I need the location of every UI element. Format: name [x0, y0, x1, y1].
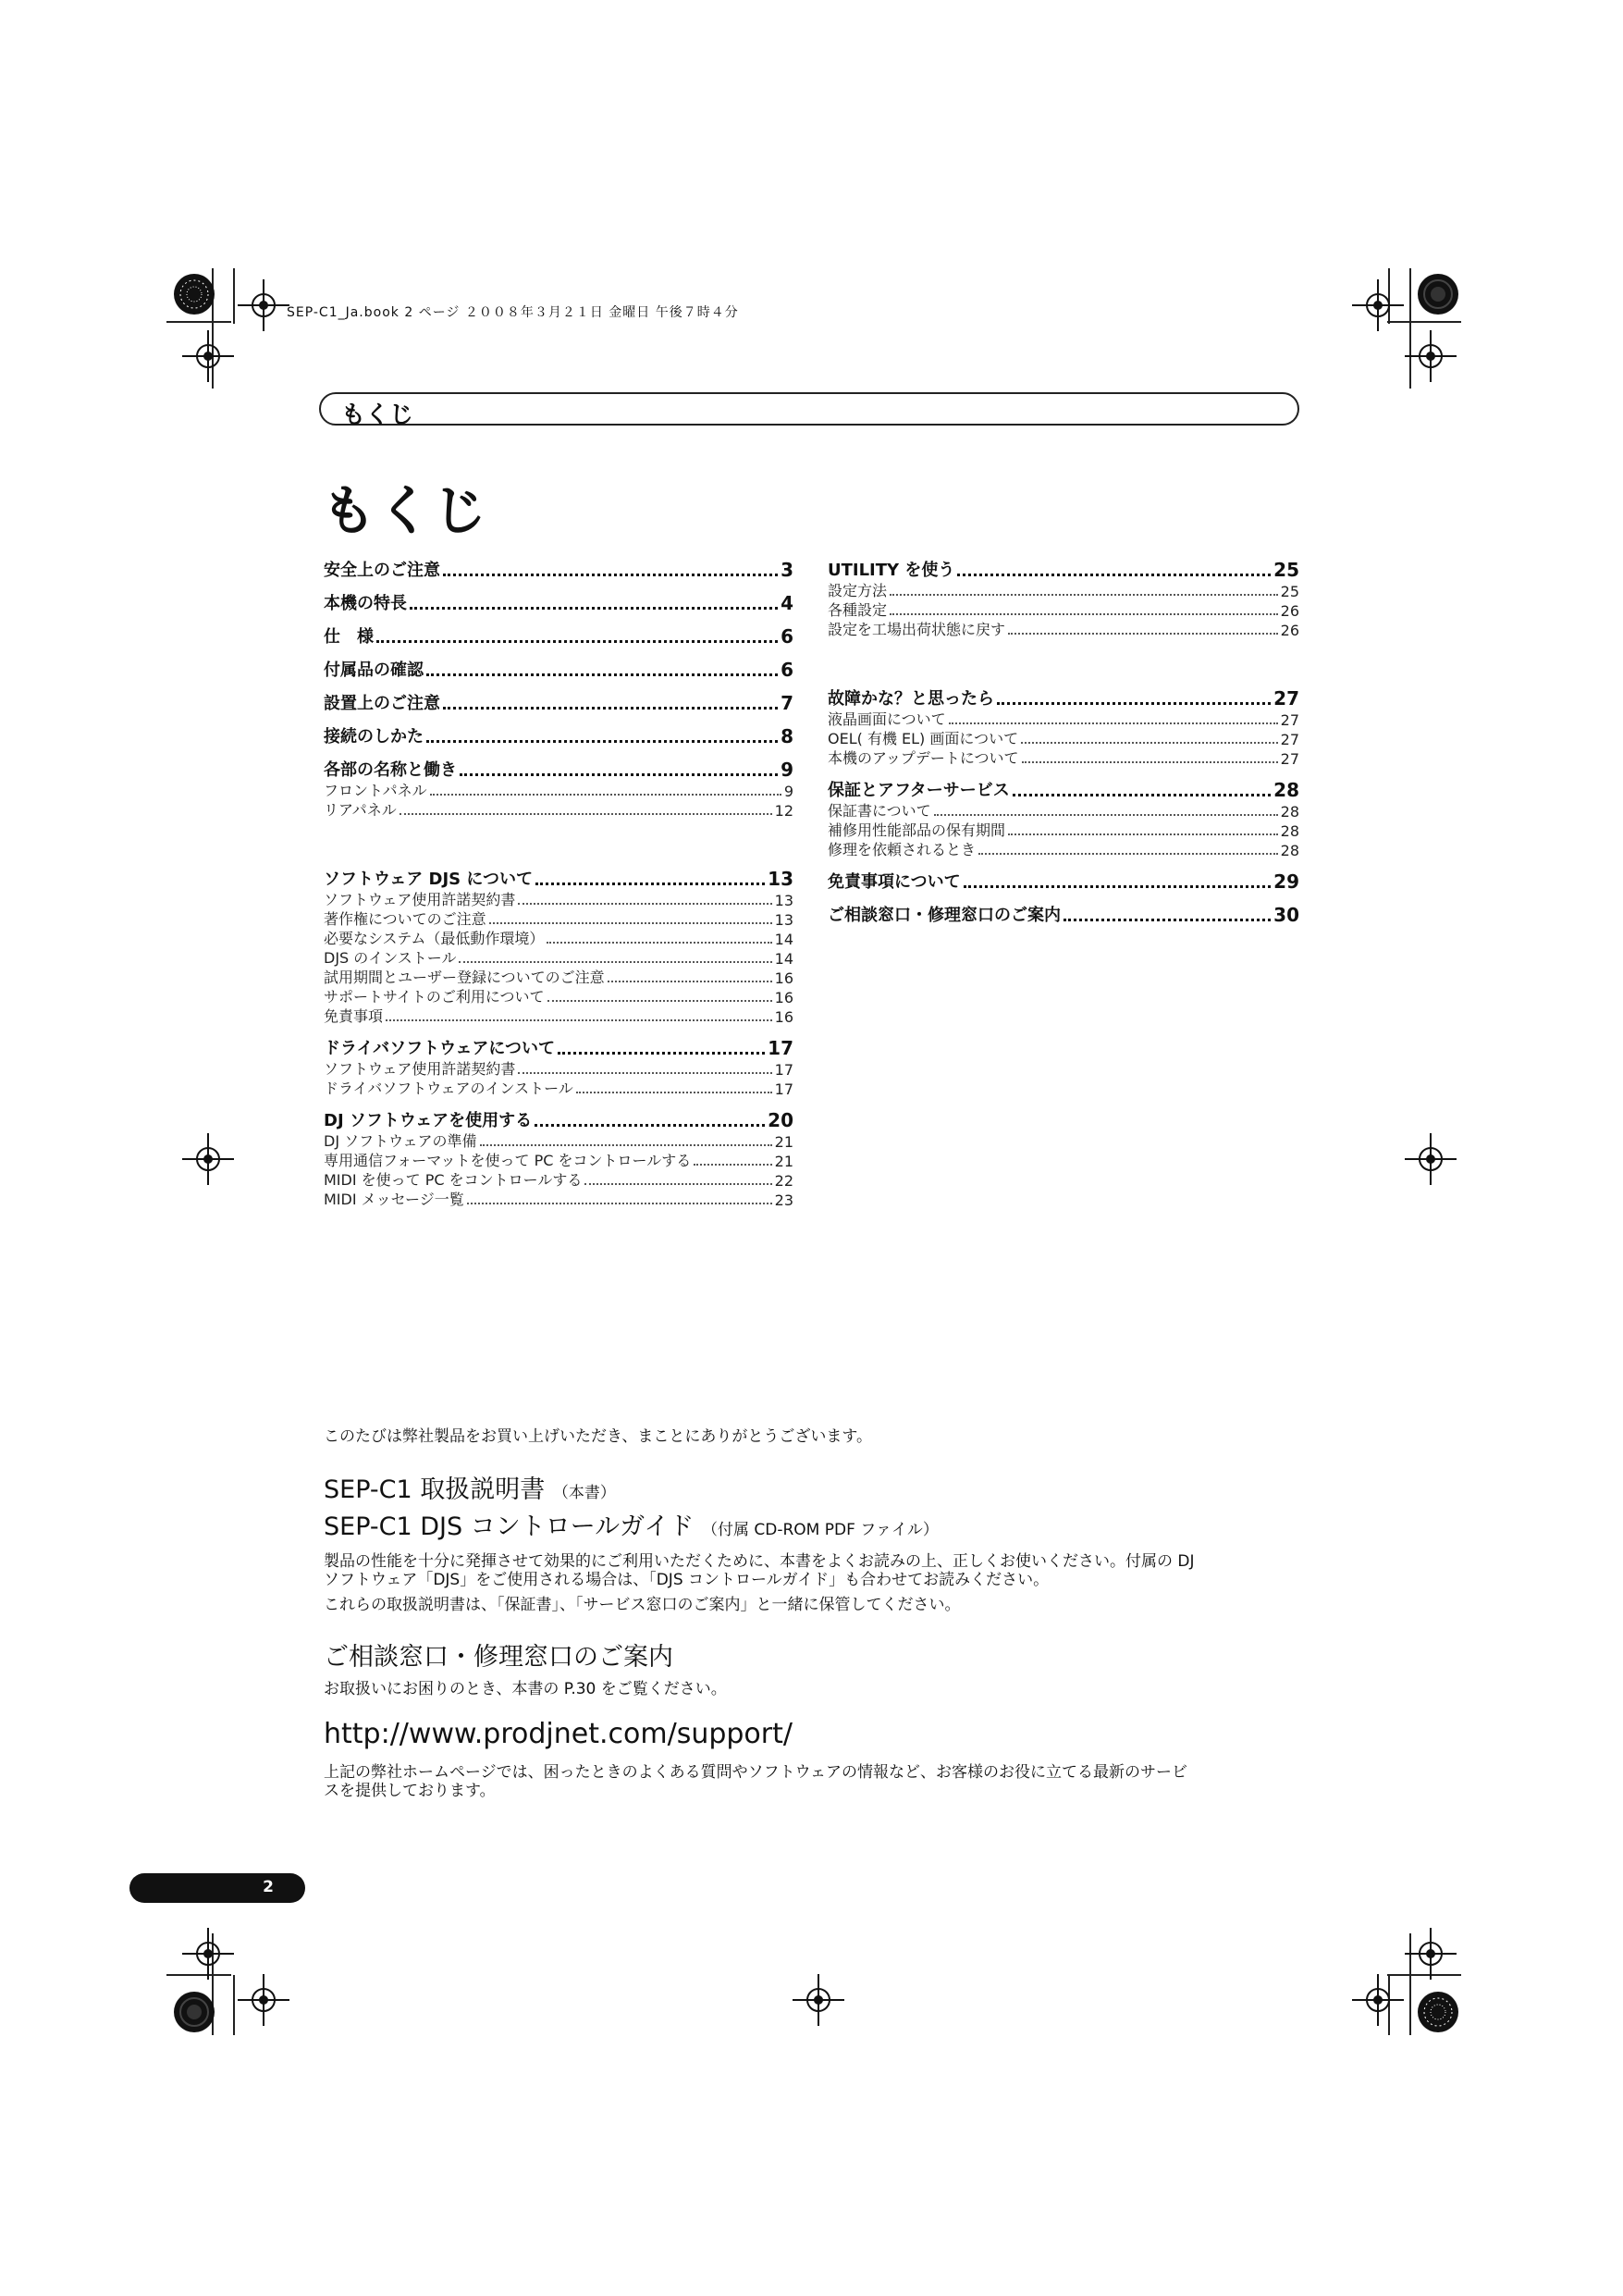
intro-paragraph-line-2: ソフトウェア「DJS」をご使用される場合は、「DJS コントロールガイド」も合わせてお読みください。 — [324, 1571, 1050, 1589]
page-number: 2 — [263, 1878, 274, 1896]
toc-leader-dots — [978, 853, 1278, 855]
toc-entry-page: 21 — [774, 1153, 793, 1170]
toc-entry-title: 必要なシステム（最低動作環境） — [324, 930, 545, 947]
manual1-title: SEP-C1 取扱説明書 — [324, 1475, 546, 1504]
toc-leader-dots — [518, 903, 771, 905]
toc-entry-page: 27 — [1273, 687, 1299, 710]
toc-leader-dots — [584, 1183, 771, 1185]
toc-leader-dots — [949, 722, 1278, 724]
toc-leader-dots — [459, 961, 771, 963]
thanks-text: このたびは弊社製品をお買い上げいただき、まことにありがとうございます。 — [324, 1427, 872, 1446]
toc-entry-title: ソフトウェア DJS について — [324, 870, 534, 889]
manual2-line — [324, 1506, 939, 1542]
page-number-badge — [129, 1873, 305, 1903]
toc-entry-page: 9 — [783, 783, 793, 800]
consult-text: お取扱いにお困りのとき、本書の P.30 をご覧ください。 — [324, 1680, 727, 1698]
toc-subentry[interactable] — [324, 1170, 793, 1190]
toc-entry-page: 25 — [1280, 583, 1299, 600]
toc-entry[interactable] — [828, 859, 1299, 893]
toc-entry-title: サポートサイトのご利用について — [324, 988, 545, 1006]
toc-entry-page: 13 — [774, 911, 793, 929]
toc-entry-title: 仕 様 — [324, 627, 374, 647]
toc-subentry[interactable] — [828, 840, 1299, 859]
toc-entry[interactable] — [828, 768, 1299, 801]
toc-entry-title: 本機のアップデートについて — [828, 749, 1019, 767]
toc-subentry[interactable] — [324, 909, 793, 929]
toc-entry-page: 16 — [774, 969, 793, 987]
toc-leader-dots — [608, 981, 772, 982]
toc-subentry[interactable] — [828, 600, 1299, 620]
page-title: もくじ — [322, 479, 489, 542]
toc-subentry[interactable] — [324, 987, 793, 1006]
toc-leader-dots — [997, 702, 1271, 705]
toc-entry-page: 26 — [1280, 622, 1299, 639]
toc-entry-page: 28 — [1280, 842, 1299, 859]
toc-subentry[interactable] — [828, 620, 1299, 639]
toc-entry-page: 14 — [774, 950, 793, 968]
file-info: SEP-C1_Ja.book 2 ページ ２００８年３月２１日 金曜日 午後７時４分 — [287, 305, 739, 320]
toc-leader-dots — [547, 1000, 772, 1002]
toc-entry[interactable] — [324, 1026, 793, 1059]
toc-entry-title: 設定を工場出荷状態に戻す — [828, 621, 1006, 638]
toc-entry-page: 3 — [781, 559, 793, 581]
toc-subentry[interactable] — [324, 968, 793, 987]
toc-subentry[interactable] — [828, 801, 1299, 821]
toc-entry-title: ご相談窓口・修理窓口のご案内 — [828, 906, 1061, 925]
toc-entry-page: 28 — [1280, 822, 1299, 840]
toc-entry-title: ソフトウェア使用許諾契約書 — [324, 891, 516, 908]
toc-entry-title: UTILITY を使う — [828, 561, 955, 580]
toc-entry-page: 22 — [774, 1172, 793, 1190]
toc-subentry[interactable] — [324, 1131, 793, 1151]
toc-entry-page: 17 — [768, 1037, 793, 1059]
toc-entry-page: 29 — [1273, 870, 1299, 893]
toc-leader-dots — [535, 883, 765, 885]
toc-entry-page: 13 — [774, 892, 793, 909]
manual2-title: SEP-C1 DJS コントロールガイド — [324, 1512, 695, 1541]
section-label: もくじ — [341, 401, 414, 429]
toc-leader-dots — [376, 640, 778, 643]
toc-entry[interactable] — [324, 681, 793, 714]
toc-subentry[interactable] — [324, 781, 793, 800]
toc-subentry[interactable] — [324, 1006, 793, 1026]
toc-entry[interactable] — [324, 614, 793, 648]
toc-entry-title: 液晶画面について — [828, 710, 946, 728]
toc-leader-dots — [443, 574, 778, 576]
toc-leader-dots — [1064, 919, 1271, 921]
toc-entry-title: 故障かな？と思ったら — [828, 689, 994, 709]
toc-entry-page: 20 — [768, 1109, 793, 1131]
toc-entry[interactable] — [324, 747, 793, 781]
toc-subentry[interactable] — [324, 890, 793, 909]
toc-entry-title: 著作権についてのご注意 — [324, 910, 486, 928]
intro-paragraph-line-1: 製品の性能を十分に発揮させて効果的にご利用いただくために、本書をよくお読みの上、正しくお使いください。付属の DJ — [324, 1552, 1195, 1571]
toc-entry-page: 28 — [1273, 779, 1299, 801]
toc-leader-dots — [890, 594, 1278, 596]
toc-leader-dots — [890, 613, 1278, 615]
toc-entry-page: 23 — [774, 1191, 793, 1209]
toc-entry-page: 26 — [1280, 602, 1299, 620]
toc-leader-dots — [443, 707, 778, 710]
toc-entry-title: MIDI を使って PC をコントロールする — [324, 1171, 583, 1189]
toc-leader-dots — [1008, 833, 1278, 835]
toc-entry-title: DJ ソフトウェアを使用する — [324, 1111, 533, 1130]
support-text-line-2: スを提供しております。 — [324, 1782, 496, 1800]
toc-entry-page: 13 — [768, 868, 793, 890]
toc-entry[interactable] — [324, 548, 793, 581]
toc-leader-dots — [1021, 742, 1278, 744]
toc-entry-page: 21 — [774, 1133, 793, 1151]
toc-entry-title: 専用通信フォーマットを使って PC をコントロールする — [324, 1152, 692, 1169]
toc-subentry[interactable] — [324, 1190, 793, 1209]
toc-entry-title: ドライバソフトウェアのインストール — [324, 1080, 573, 1097]
toc-entry-page: 4 — [781, 592, 793, 614]
toc-leader-dots — [426, 740, 778, 743]
toc-entry-page: 6 — [781, 625, 793, 648]
toc-entry-page: 8 — [781, 725, 793, 747]
toc-subentry[interactable] — [828, 710, 1299, 729]
toc-subentry[interactable] — [324, 800, 793, 820]
toc-entry-title: リアパネル — [324, 801, 397, 819]
toc-leader-dots — [535, 1124, 765, 1127]
toc-leader-dots — [426, 673, 778, 676]
toc-leader-dots — [694, 1164, 771, 1166]
toc-subentry[interactable] — [324, 948, 793, 968]
toc-leader-dots — [964, 885, 1272, 888]
toc-leader-dots — [1008, 633, 1278, 635]
toc-entry[interactable] — [324, 1098, 793, 1131]
toc-entry-title: 本機の特長 — [324, 594, 407, 613]
toc-leader-dots — [460, 773, 778, 776]
toc-subentry[interactable] — [324, 1059, 793, 1079]
toc-entry[interactable] — [324, 581, 793, 614]
toc-entry-page: 16 — [774, 989, 793, 1006]
toc-leader-dots — [489, 922, 772, 924]
toc-entry-page: 25 — [1273, 559, 1299, 581]
toc-entry-title: 保証とアフターサービス — [828, 781, 1010, 800]
toc-subentry[interactable] — [324, 1079, 793, 1098]
toc-entry-title: 保証書について — [828, 802, 931, 820]
toc-entry-page: 9 — [781, 759, 793, 781]
toc-subentry[interactable] — [324, 929, 793, 948]
toc-entry[interactable] — [828, 893, 1299, 926]
toc-entry[interactable] — [324, 857, 793, 890]
toc-entry-title: DJS のインストール — [324, 949, 457, 967]
toc-entry-page: 14 — [774, 931, 793, 948]
toc-entry-page: 27 — [1280, 750, 1299, 768]
toc-leader-dots — [386, 1019, 772, 1021]
manual1-note: （本書） — [552, 1484, 616, 1502]
toc-leader-dots — [430, 794, 781, 796]
toc-entry-page: 30 — [1273, 904, 1299, 926]
toc-entry[interactable] — [324, 648, 793, 681]
toc-entry-title: MIDI メッセージ一覧 — [324, 1191, 464, 1208]
toc-entry[interactable] — [324, 714, 793, 747]
toc-spacer — [828, 639, 1299, 676]
toc-entry-page: 27 — [1280, 711, 1299, 729]
toc-subentry[interactable] — [828, 748, 1299, 768]
toc-entry-title: 免責事項について — [828, 872, 961, 892]
toc-entry-page: 28 — [1280, 803, 1299, 821]
toc-leader-dots — [518, 1072, 771, 1074]
section-label-bar — [319, 392, 1299, 429]
manual1-line — [324, 1469, 616, 1505]
toc-entry-title: フロントパネル — [324, 782, 427, 799]
toc-entry-page: 17 — [774, 1061, 793, 1079]
toc-entry-page: 7 — [781, 692, 793, 714]
toc-entry-title: DJ ソフトウェアの準備 — [324, 1132, 477, 1150]
toc-spacer — [324, 820, 793, 857]
toc-subentry[interactable] — [828, 729, 1299, 748]
toc-entry-title: 補修用性能部品の保有期間 — [828, 821, 1006, 839]
toc-entry-title: 安全上のご注意 — [324, 561, 440, 580]
toc-entry-page: 12 — [774, 802, 793, 820]
toc-entry-title: OEL( 有機 EL) 画面について — [828, 730, 1019, 747]
toc-entry-title: 接続のしかた — [324, 727, 424, 747]
toc-entry[interactable] — [828, 676, 1299, 710]
toc-subentry[interactable] — [828, 581, 1299, 600]
toc-entry-title: 設定方法 — [828, 582, 888, 599]
toc-entry-title: ドライバソフトウェアについて — [324, 1039, 556, 1058]
support-text-line-1: 上記の弊社ホームページでは、困ったときのよくある質問やソフトウェアの情報など、お客様のお役に立てる最新のサービ — [324, 1763, 1187, 1782]
toc-leader-dots — [934, 814, 1278, 816]
toc-subentry[interactable] — [324, 1151, 793, 1170]
toc-right-column — [828, 548, 1299, 926]
toc-leader-dots — [576, 1092, 772, 1093]
toc-leader-dots — [400, 813, 772, 815]
toc-entry-page: 6 — [781, 659, 793, 681]
toc-leader-dots — [1013, 794, 1271, 796]
toc-leader-dots — [1022, 761, 1278, 763]
toc-entry-title: 付属品の確認 — [324, 660, 424, 680]
intro-paragraph-line-3: これらの取扱説明書は、「保証書」、「サービス窓口のご案内」と一緒に保管してください。 — [324, 1596, 961, 1614]
toc-entry-page: 16 — [774, 1008, 793, 1026]
toc-subentry[interactable] — [828, 821, 1299, 840]
toc-entry-title: 修理を依頼されるとき — [828, 841, 977, 858]
toc-entry-page: 27 — [1280, 731, 1299, 748]
toc-entry-title: ソフトウェア使用許諾契約書 — [324, 1060, 516, 1078]
toc-entry-title: 免責事項 — [324, 1007, 384, 1025]
toc-entry-page: 17 — [774, 1080, 793, 1098]
toc-leader-dots — [547, 942, 771, 944]
toc-leader-dots — [480, 1144, 772, 1146]
toc-entry-title: 各部の名称と働き — [324, 760, 457, 780]
toc-entry-title: 各種設定 — [828, 601, 888, 619]
toc-leader-dots — [467, 1203, 772, 1204]
toc-leader-dots — [410, 607, 778, 610]
consult-title: ご相談窓口・修理窓口のご案内 — [324, 1643, 673, 1672]
support-url[interactable]: http://www.prodjnet.com/support/ — [324, 1718, 793, 1750]
toc-entry-title: 試用期間とユーザー登録についてのご注意 — [324, 969, 605, 986]
toc-entry[interactable] — [828, 548, 1299, 581]
toc-left-column — [324, 548, 793, 1209]
manual2-note: （付属 CD-ROM PDF ファイル） — [701, 1521, 939, 1539]
toc-leader-dots — [957, 574, 1271, 576]
toc-leader-dots — [558, 1052, 765, 1055]
toc-entry-title: 設置上のご注意 — [324, 694, 440, 713]
